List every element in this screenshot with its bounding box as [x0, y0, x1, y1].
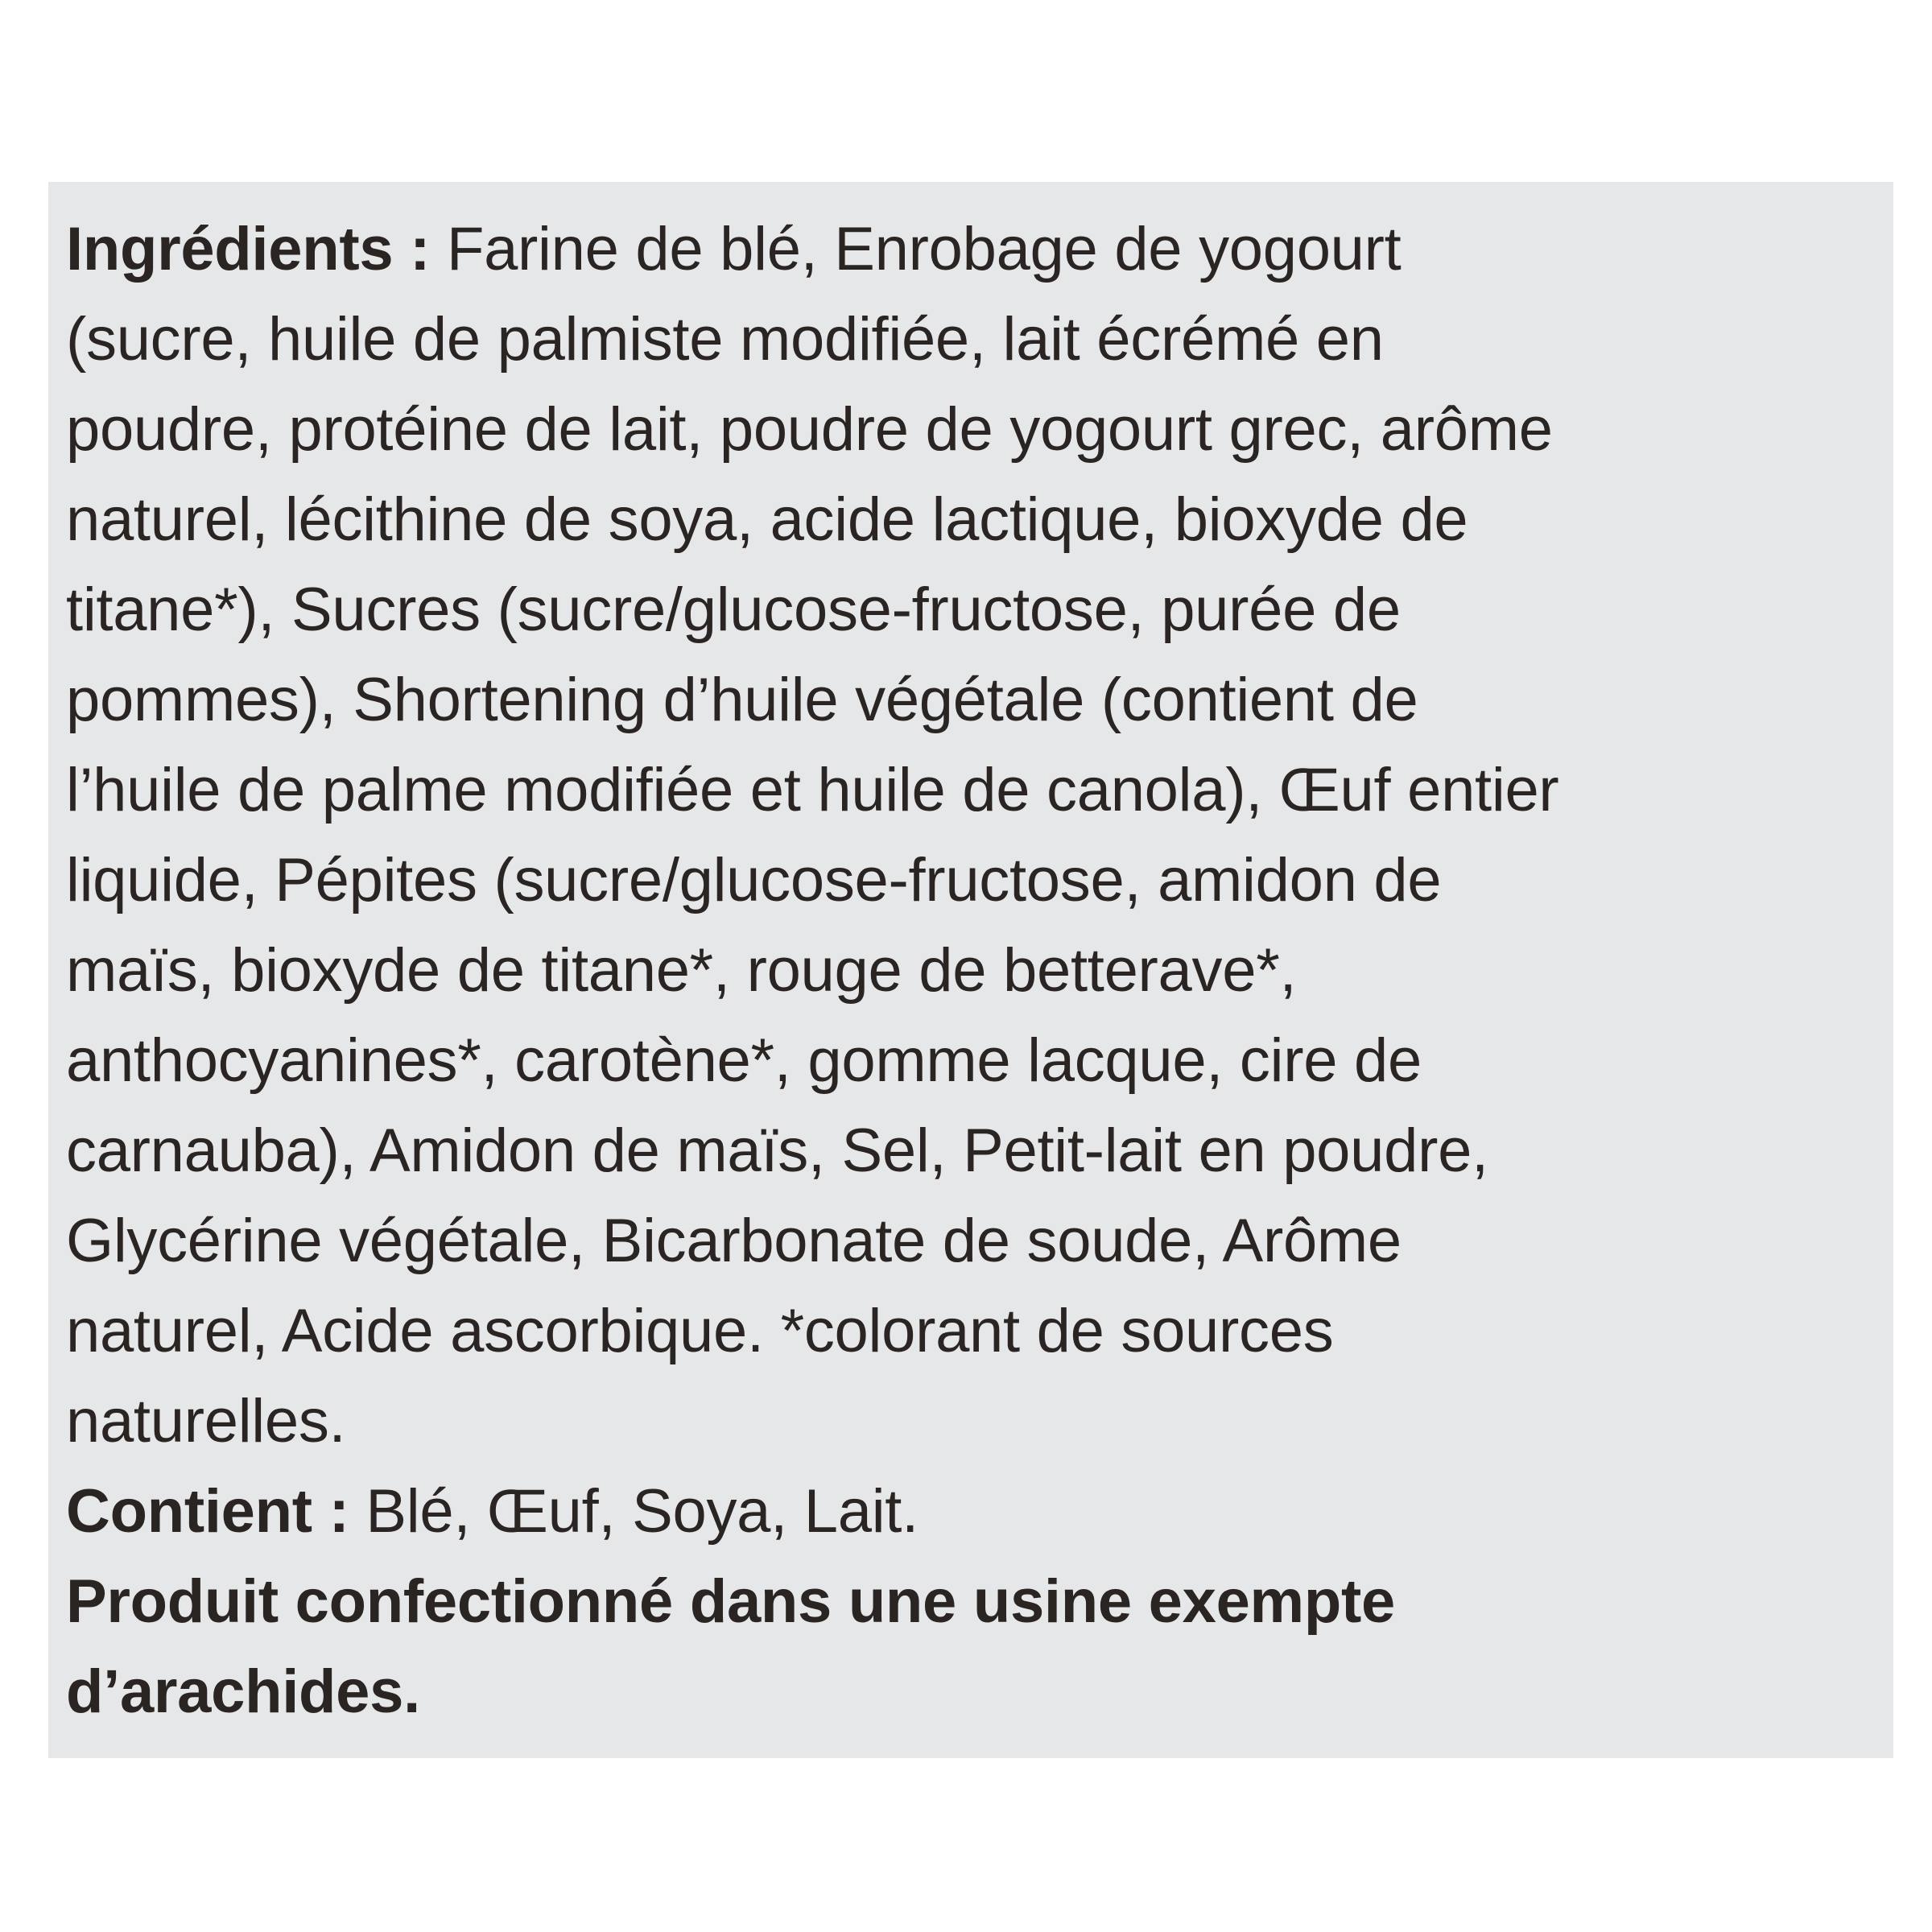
ingredients-line-11: carnauba), Amidon de maïs, Sel, Petit-lait en poudre,: [66, 1117, 1488, 1185]
ingredients-line-6: pommes), Shortening d’huile végétale (contient de: [66, 666, 1418, 734]
ingredients-line-1: [66, 204, 1558, 295]
ingredients-line-9: maïs, bioxyde de titane*, rouge de betterave*,: [66, 936, 1297, 1005]
ingredients-line-13: naturel, Acide ascorbique. *colorant de sources: [66, 1297, 1334, 1365]
contains-heading: Contient :: [66, 1477, 349, 1546]
ingredients-line-3: poudre, protéine de lait, poudre de yogourt grec, arôme: [66, 395, 1553, 464]
facility-line-1: Produit confectionné dans une usine exempte: [66, 1567, 1395, 1636]
contains-line: [66, 1467, 1558, 1557]
ingredients-line-12: Glycérine végétale, Bicarbonate de soude, Arôme: [66, 1207, 1402, 1275]
ingredients-line-4: naturel, lécithine de soya, acide lactique, bioxyde de: [66, 485, 1468, 554]
contains-text: Blé, Œuf, Soya, Lait.: [349, 1477, 919, 1546]
ingredients-line-14: naturelles.: [66, 1387, 346, 1455]
ingredient-label-panel: [48, 182, 1893, 1758]
ingredients-line-10: anthocyanines*, carotène*, gomme lacque, cire de: [66, 1026, 1422, 1095]
ingredients-line-2: (sucre, huile de palmiste modifiée, lait écrémé en: [66, 305, 1384, 374]
ingredient-text-block: [66, 204, 1558, 1737]
ingredients-line-7: l’huile de palme modifiée et huile de canola), Œuf entier: [66, 756, 1559, 824]
ingredients-line-5: titane*), Sucres (sucre/glucose-fructose, purée de: [66, 576, 1401, 644]
ingredients-text: Farine de blé, Enrobage de yogourt: [430, 215, 1402, 283]
ingredients-heading: Ingrédients :: [66, 215, 431, 283]
facility-line-2: d’arachides.: [66, 1657, 420, 1726]
ingredients-line-8: liquide, Pépites (sucre/glucose-fructose, amidon de: [66, 846, 1442, 914]
